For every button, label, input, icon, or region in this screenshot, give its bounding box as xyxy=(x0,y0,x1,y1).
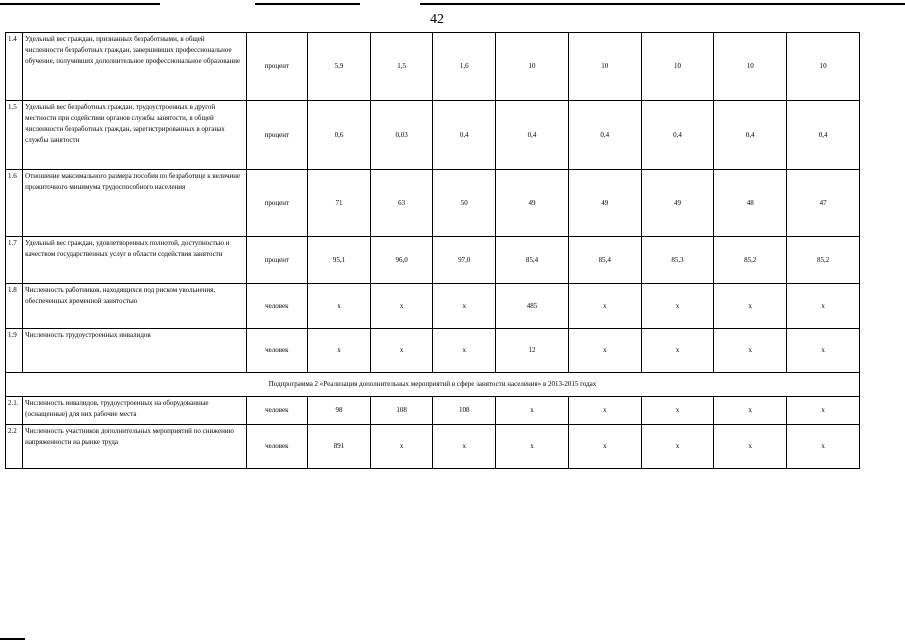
value-cell: x xyxy=(641,397,714,425)
value-cell: x xyxy=(568,397,641,425)
table-row xyxy=(6,33,860,101)
value-cell: 0,03 xyxy=(370,101,433,170)
value-cell: 1,6 xyxy=(433,33,496,101)
unit-cell: процент xyxy=(246,170,308,237)
value-cell: 10 xyxy=(787,33,860,101)
row-number: 2.2 xyxy=(6,425,23,469)
indicator-name: Удельный вес безработных граждан, трудоустроенных в другой местности при содействии органов службы занятости, в общей численности безработных граждан, зарегистрированных в органах службы занятости xyxy=(23,101,246,170)
indicator-name: Удельный вес граждан, признанных безработными, в общей численности безработных граждан, завершивших профессиональное обучение, получивших дополнительное профессиональное образование xyxy=(23,33,246,101)
value-cell: x xyxy=(641,284,714,329)
table-row xyxy=(6,397,860,425)
top-rule-left xyxy=(0,3,160,5)
value-cell: 10 xyxy=(568,33,641,101)
value-cell: x xyxy=(496,425,569,469)
indicator-name: Численность инвалидов, трудоустроенных на оборудованные (оснащенные) для них рабочие места xyxy=(23,397,246,425)
value-cell: 0,4 xyxy=(641,101,714,170)
unit-cell: процент xyxy=(246,237,308,284)
row-number: 1.9 xyxy=(6,329,23,373)
value-cell: 108 xyxy=(433,397,496,425)
value-cell: 95,1 xyxy=(308,237,371,284)
top-rule-right xyxy=(420,3,905,5)
value-cell: 10 xyxy=(641,33,714,101)
value-cell: 0,4 xyxy=(568,101,641,170)
value-cell: x xyxy=(433,284,496,329)
value-cell: 85,4 xyxy=(496,237,569,284)
value-cell: x xyxy=(433,425,496,469)
value-cell: 85,4 xyxy=(568,237,641,284)
row-number: 2.1. xyxy=(6,397,23,425)
value-cell: 85,2 xyxy=(714,237,787,284)
subprogram-heading: Подпрограмма 2 «Реализация дополнительных мероприятий в сфере занятости населения» в 2013-2015 годах xyxy=(6,373,860,397)
value-cell: 71 xyxy=(308,170,371,237)
table-row xyxy=(6,237,860,284)
unit-cell: процент xyxy=(246,101,308,170)
table-row xyxy=(6,101,860,170)
value-cell: 47 xyxy=(787,170,860,237)
table-row xyxy=(6,329,860,373)
table-row xyxy=(6,425,860,469)
unit-cell: человек xyxy=(246,329,308,373)
value-cell: x xyxy=(787,329,860,373)
value-cell: x xyxy=(787,425,860,469)
indicator-name: Отношение максимального размера пособия по безработице к величине прожиточного минимума трудоспособного населения xyxy=(23,170,246,237)
value-cell: x xyxy=(787,397,860,425)
value-cell: 5,9 xyxy=(308,33,371,101)
value-cell: x xyxy=(568,425,641,469)
indicator-name: Численность работников, находящихся под риском увольнения, обеспеченных временной занятостью xyxy=(23,284,246,329)
value-cell: x xyxy=(568,329,641,373)
value-cell: x xyxy=(714,329,787,373)
value-cell: x xyxy=(370,425,433,469)
value-cell: x xyxy=(568,284,641,329)
value-cell: 85,3 xyxy=(641,237,714,284)
row-number: 1.6 xyxy=(6,170,23,237)
value-cell: x xyxy=(496,397,569,425)
value-cell: 891 xyxy=(308,425,371,469)
unit-cell: процент xyxy=(246,33,308,101)
row-number: 1.8 xyxy=(6,284,23,329)
value-cell: 96,0 xyxy=(370,237,433,284)
value-cell: 0,4 xyxy=(433,101,496,170)
unit-cell: человек xyxy=(246,425,308,469)
value-cell: 10 xyxy=(714,33,787,101)
value-cell: 63 xyxy=(370,170,433,237)
value-cell: x xyxy=(433,329,496,373)
indicator-name: Численность трудоустроенных инвалидов xyxy=(23,329,246,373)
value-cell: x xyxy=(641,329,714,373)
value-cell: 0,4 xyxy=(714,101,787,170)
value-cell: 1,5 xyxy=(370,33,433,101)
row-number: 1.5 xyxy=(6,101,23,170)
value-cell: 0,4 xyxy=(787,101,860,170)
value-cell: x xyxy=(714,397,787,425)
row-number: 1.4 xyxy=(6,33,23,101)
value-cell: 48 xyxy=(714,170,787,237)
table-row xyxy=(6,284,860,329)
value-cell: x xyxy=(714,425,787,469)
value-cell: 98 xyxy=(308,397,371,425)
table-row xyxy=(6,170,860,237)
value-cell: 49 xyxy=(496,170,569,237)
value-cell: 12 xyxy=(496,329,569,373)
top-rule-middle xyxy=(255,3,360,5)
value-cell: x xyxy=(714,284,787,329)
value-cell: 0,6 xyxy=(308,101,371,170)
unit-cell: человек xyxy=(246,397,308,425)
value-cell: 49 xyxy=(641,170,714,237)
value-cell: 485 xyxy=(496,284,569,329)
value-cell: x xyxy=(641,425,714,469)
indicator-name: Численность участников дополнительных мероприятий по снижению напряженности на рынке труда xyxy=(23,425,246,469)
value-cell: 97,0 xyxy=(433,237,496,284)
indicators-table xyxy=(5,32,860,469)
value-cell: 108 xyxy=(370,397,433,425)
value-cell: 50 xyxy=(433,170,496,237)
value-cell: x xyxy=(370,329,433,373)
value-cell: 49 xyxy=(568,170,641,237)
value-cell: 85,2 xyxy=(787,237,860,284)
value-cell: x xyxy=(308,329,371,373)
indicator-name: Удельный вес граждан, удовлетворенных полнотой, доступностью и качеством государственных услуг в области содействия занятости xyxy=(23,237,246,284)
value-cell: x xyxy=(787,284,860,329)
value-cell: 10 xyxy=(496,33,569,101)
value-cell: x xyxy=(308,284,371,329)
subprogram-row xyxy=(6,373,860,397)
unit-cell: человек xyxy=(246,284,308,329)
value-cell: 0,4 xyxy=(496,101,569,170)
value-cell: x xyxy=(370,284,433,329)
page-number: 42 xyxy=(430,12,444,27)
row-number: 1.7 xyxy=(6,237,23,284)
